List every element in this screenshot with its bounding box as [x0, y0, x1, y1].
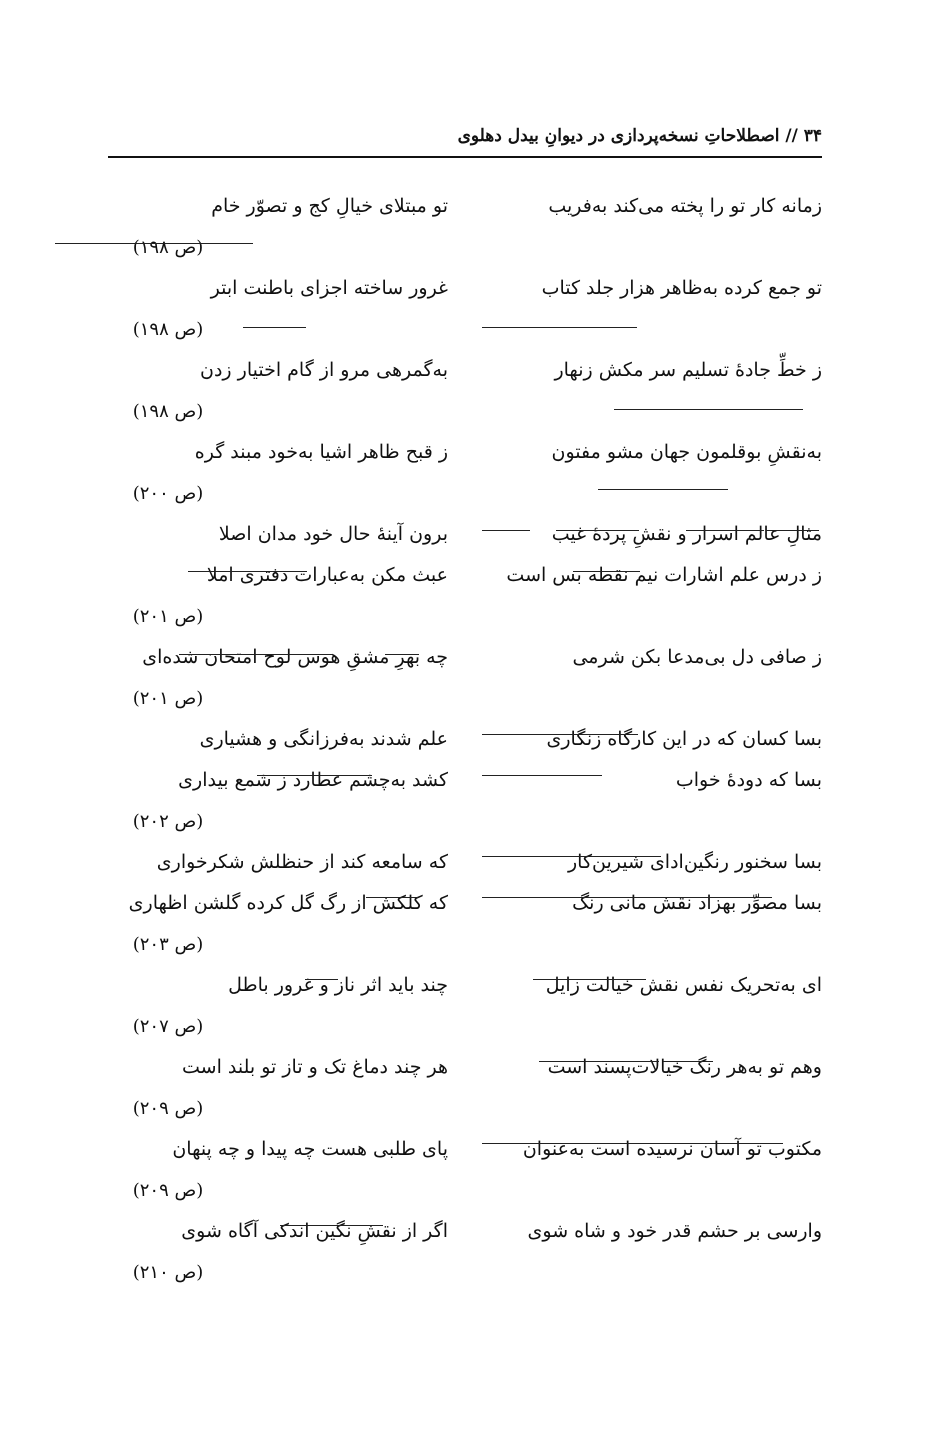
page-reference: (ص ۲۱۰) — [132, 1262, 204, 1283]
second-hemistich: که سامعه کند از حنظلش شکرخواری — [156, 851, 448, 873]
first-hemistich: ز صافی دل بی‌مدعا بکن شرمی — [572, 646, 822, 668]
page-reference: (ص ۲۰۱) — [132, 606, 204, 627]
first-hemistich: وارسی بر حشم قدر خود و شاه شوی — [527, 1220, 822, 1242]
verse-couplet — [108, 350, 822, 391]
second-hemistich: اگر از نقشِ نگین اندکی آگاه شوی — [181, 1220, 448, 1242]
verse-couplet — [108, 1211, 822, 1252]
verse-couplet — [108, 268, 822, 309]
page-reference-row — [108, 1252, 822, 1293]
first-hemistich: مکتوب تو آسان نرسیده است به‌عنوان — [522, 1138, 822, 1160]
second-hemistich: چند باید اثر ناز و غرور باطل — [228, 974, 448, 996]
page-reference: (ص ۲۰۹) — [132, 1098, 204, 1119]
page-reference-row — [108, 309, 822, 350]
verse-couplet — [108, 719, 822, 760]
second-hemistich: برون آینهٔ حال خود مدان اصلا — [218, 523, 448, 545]
second-hemistich: به‌گمرهی مرو از گام اختیار زدن — [200, 359, 448, 381]
page-reference: (ص ۲۰۲) — [132, 811, 204, 832]
verse-couplet — [108, 965, 822, 1006]
page-reference: (ص ۱۹۸) — [132, 237, 204, 258]
second-hemistich: چه بهرِ مشقِ هوس لوح امتحان شده‌ای — [142, 646, 448, 668]
page-reference-row — [108, 1088, 822, 1129]
verse-couplet — [108, 432, 822, 473]
first-hemistich: بسا مصوِّر بهزاد نقش مانی رنگ — [572, 892, 822, 914]
page-reference-row — [108, 801, 822, 842]
page-reference-row — [108, 596, 822, 637]
first-hemistich: وهم تو به‌هر رنگ خیالات‌پسند است — [547, 1056, 822, 1078]
verse-couplet — [108, 883, 822, 924]
page-reference-row — [108, 391, 822, 432]
second-hemistich: کشد به‌چشم عطارد ز شمع بیداری — [178, 769, 448, 791]
page-reference-row — [108, 1006, 822, 1047]
verse-couplet — [108, 1047, 822, 1088]
header-rule — [108, 156, 822, 158]
page-reference: (ص ۲۰۳) — [132, 934, 204, 955]
page-reference-row — [108, 473, 822, 514]
verse-couplet — [108, 760, 822, 801]
page-reference: (ص ۱۹۸) — [132, 401, 204, 422]
page-reference-row — [108, 227, 822, 268]
first-hemistich: ز خطِّ جادهٔ تسلیم سر مکش زنهار — [554, 359, 822, 381]
second-hemistich: پای طلبی هست چه پیدا و چه پنهان — [172, 1138, 448, 1160]
page-reference: (ص ۱۹۸) — [132, 319, 204, 340]
verse-couplet — [108, 842, 822, 883]
verse-couplet — [108, 637, 822, 678]
verse-couplet — [108, 186, 822, 227]
page-reference: (ص ۲۰۹) — [132, 1180, 204, 1201]
verse-list — [108, 186, 822, 1293]
verse-couplet — [108, 555, 822, 596]
second-hemistich: عبث مکن به‌عبارات دفتری املا — [206, 564, 448, 586]
page-reference: (ص ۲۰۷) — [132, 1016, 204, 1037]
first-hemistich: بسا که دودهٔ خواب — [675, 769, 822, 791]
first-hemistich: مثالِ عالم اسرار و نقشِ پردهٔ غیب — [551, 523, 822, 545]
page-reference-row — [108, 924, 822, 965]
page-reference: (ص ۲۰۱) — [132, 688, 204, 709]
second-hemistich: علم شدند به‌فرزانگی و هشیاری — [199, 728, 448, 750]
second-hemistich: که کلکش از رگ گل کرده گلشن اظهاری — [128, 892, 448, 914]
second-hemistich: ز قبح ظاهر اشیا به‌خود مبند گره — [194, 441, 448, 463]
first-hemistich: بسا کسان که در این کارگاه زنگاری — [546, 728, 822, 750]
first-hemistich: بسا سخنور رنگین‌ادای شیرین‌کار — [568, 851, 822, 873]
page-reference-row — [108, 678, 822, 719]
first-hemistich: ای به‌تحریک نفس نقش خیالت زایل — [545, 974, 822, 996]
first-hemistich: به‌نقشِ بوقلمون جهان مشو مفتون — [551, 441, 822, 463]
page-reference: (ص ۲۰۰) — [132, 483, 204, 504]
running-head: ۳۴ // اصطلاحاتِ نسخه‌پردازی در دیوانِ بیدل دهلوی — [457, 126, 822, 146]
first-hemistich: تو جمع کرده به‌ظاهر هزار جلد کتاب — [541, 277, 822, 299]
first-hemistich: ز درس علم اشارات نیم نقطه بس است — [506, 564, 822, 586]
verse-couplet — [108, 1129, 822, 1170]
second-hemistich: تو مبتلای خیالِ کج و تصوّر خام — [211, 195, 448, 217]
verse-couplet — [108, 514, 822, 555]
second-hemistich: هر چند دماغ تک و تاز تو بلند است — [182, 1056, 448, 1078]
first-hemistich: زمانه کار تو را پخته می‌کند به‌فریب — [548, 195, 822, 217]
second-hemistich: غرور ساخته اجزای باطنت ابتر — [210, 277, 448, 299]
page-reference-row — [108, 1170, 822, 1211]
